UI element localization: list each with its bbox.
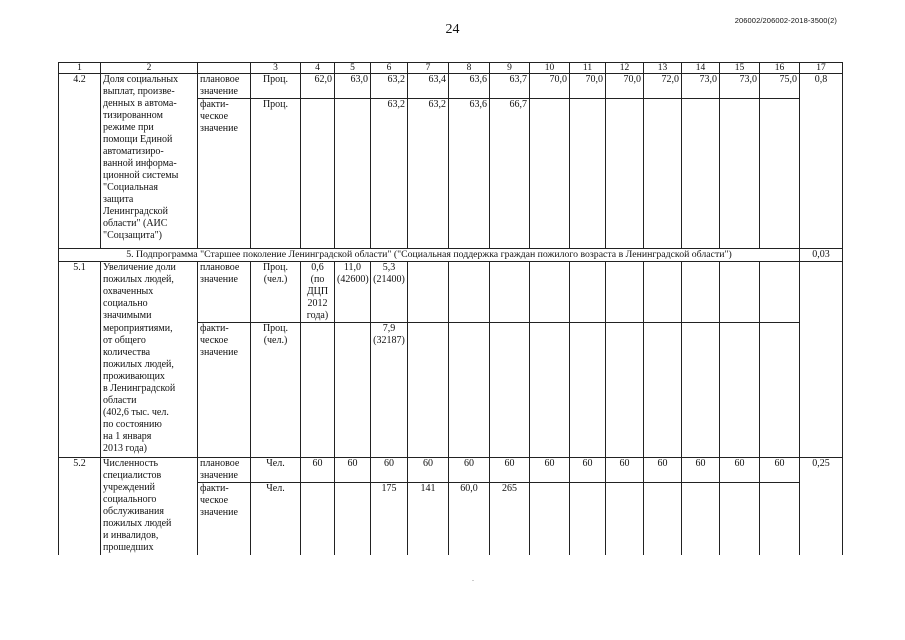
header-cell: 1: [59, 63, 101, 74]
value-cell: 63,6: [449, 74, 490, 99]
value-cell: 60: [682, 458, 720, 483]
value-cell: [408, 323, 449, 458]
page-number: 24: [445, 22, 460, 37]
value-cell: 63,7: [490, 74, 530, 99]
header-cell: 14: [682, 63, 720, 74]
unit-cell: Проц.: [251, 99, 301, 249]
value-cell: 175: [371, 483, 408, 555]
plan-label: плановое значение: [198, 74, 251, 99]
value-cell: [644, 483, 682, 555]
header-cell: 12: [606, 63, 644, 74]
value-cell: 60: [408, 458, 449, 483]
value-cell: 62,0: [301, 74, 335, 99]
unit-cell: Проц.: [251, 74, 301, 99]
unit-cell: Чел.: [251, 458, 301, 483]
value-cell: [682, 262, 720, 323]
value-cell: 60: [570, 458, 606, 483]
value-cell: [301, 483, 335, 555]
indicator-name: Увеличение доли пожилых людей, охваченных социально значимыми: [101, 262, 198, 323]
value-cell: [530, 483, 570, 555]
scan-speck: [472, 580, 474, 581]
value-cell: [490, 262, 530, 323]
value-cell: [301, 323, 335, 458]
value-cell: [760, 483, 800, 555]
value-cell: 63,4: [408, 74, 449, 99]
row-5-1-plan: [59, 262, 843, 323]
header-cell: 17: [800, 63, 843, 74]
header-cell: 8: [449, 63, 490, 74]
header-cell: 6: [371, 63, 408, 74]
value-cell: 63,2: [408, 99, 449, 249]
value-cell: 63,2: [371, 74, 408, 99]
value-cell: [570, 323, 606, 458]
value-cell: 11,0 (42600): [335, 262, 371, 323]
value-cell: 60: [530, 458, 570, 483]
weight-cell: 0,8: [800, 74, 843, 249]
value-cell: 70,0: [530, 74, 570, 99]
value-cell: [760, 323, 800, 458]
header-cell: 9: [490, 63, 530, 74]
value-cell: 72,0: [644, 74, 682, 99]
indicator-name: Численность специалистов учреждений социального обслуживания пожилых людей и инвалидов, прошедших: [101, 458, 198, 555]
header-row: [59, 63, 843, 74]
subprogram-row: [59, 249, 843, 262]
fact-label: факти- ческое значение: [198, 483, 251, 555]
unit-cell: Проц. (чел.): [251, 323, 301, 458]
indicator-name: Доля социальных выплат, произве- денных в автома- тизированном режиме при помощи Единой автоматизиро- ванной информа- ционной системы "Социальная защита Ленинградской области" (АИС "Соцзащита"): [101, 74, 198, 249]
value-cell: [570, 99, 606, 249]
row-number: 4.2: [59, 74, 101, 249]
value-cell: [760, 99, 800, 249]
value-cell: [449, 323, 490, 458]
header-cell: 10: [530, 63, 570, 74]
value-cell: 66,7: [490, 99, 530, 249]
value-cell: [530, 323, 570, 458]
row-5-1-fact: [59, 323, 843, 458]
value-cell: 60: [449, 458, 490, 483]
value-cell: [570, 483, 606, 555]
value-cell: [606, 99, 644, 249]
header-cell: 15: [720, 63, 760, 74]
value-cell: [682, 323, 720, 458]
value-cell: [570, 262, 606, 323]
subprogram-title: 5. Подпрограмма "Старшее поколение Ленинградской области" ("Социальная поддержка граждан пожилого возраста в Ленинградской области"): [59, 249, 800, 262]
value-cell: 60: [371, 458, 408, 483]
row-number: 5.2: [59, 458, 101, 555]
header-cell: 11: [570, 63, 606, 74]
row-5-2-plan: [59, 458, 843, 483]
value-cell: [335, 99, 371, 249]
value-cell: [449, 262, 490, 323]
unit-cell: Проц. (чел.): [251, 262, 301, 323]
value-cell: 265: [490, 483, 530, 555]
indicator-name-cont: мероприятиями, от общего количества пожилых людей, проживающих в Ленинградской области (402,6 тыс. чел. по состоянию на 1 января 2013 года): [101, 323, 198, 458]
header-cell: 13: [644, 63, 682, 74]
value-cell: [530, 99, 570, 249]
value-cell: [606, 262, 644, 323]
header-cell: 3: [251, 63, 301, 74]
value-cell: 70,0: [606, 74, 644, 99]
value-cell: [606, 483, 644, 555]
value-cell: 60: [720, 458, 760, 483]
unit-cell: Чел.: [251, 483, 301, 555]
value-cell: [720, 262, 760, 323]
header-cell: 5: [335, 63, 371, 74]
value-cell: 63,0: [335, 74, 371, 99]
value-cell: [720, 99, 760, 249]
value-cell: 63,6: [449, 99, 490, 249]
value-cell: [644, 99, 682, 249]
row-4-2-plan: [59, 74, 843, 99]
value-cell: 63,2: [371, 99, 408, 249]
document-code: 206002/206002-2018-3500(2): [734, 16, 837, 25]
value-cell: 60,0: [449, 483, 490, 555]
value-cell: 60: [644, 458, 682, 483]
value-cell: [335, 323, 371, 458]
header-cell: 2: [101, 63, 198, 74]
value-cell: [682, 99, 720, 249]
header-cell: 7: [408, 63, 449, 74]
value-cell: 73,0: [720, 74, 760, 99]
value-cell: [408, 262, 449, 323]
fact-label: факти- ческое значение: [198, 99, 251, 249]
value-cell: 60: [760, 458, 800, 483]
value-cell: 60: [301, 458, 335, 483]
header-cell: 4: [301, 63, 335, 74]
value-cell: 75,0: [760, 74, 800, 99]
plan-label: плановое значение: [198, 458, 251, 483]
plan-label: плановое значение: [198, 262, 251, 323]
weight-cell: 0,03: [800, 249, 843, 262]
value-cell: 141: [408, 483, 449, 555]
value-cell: [606, 323, 644, 458]
value-cell: [682, 483, 720, 555]
value-cell: [720, 483, 760, 555]
value-cell: 7,9 (32187): [371, 323, 408, 458]
value-cell: [760, 262, 800, 323]
value-cell: 70,0: [570, 74, 606, 99]
value-cell: 60: [606, 458, 644, 483]
value-cell: [720, 323, 760, 458]
fact-label: факти- ческое значение: [198, 323, 251, 458]
indicator-table: [58, 62, 843, 555]
row-number: 5.1: [59, 262, 101, 458]
value-cell: [644, 262, 682, 323]
header-cell: [198, 63, 251, 74]
weight-cell: [800, 262, 843, 458]
value-cell: [490, 323, 530, 458]
weight-cell: 0,25: [800, 458, 843, 555]
value-cell: [530, 262, 570, 323]
value-cell: [335, 483, 371, 555]
value-cell: [301, 99, 335, 249]
value-cell: 0,6 (по ДЦП 2012 года): [301, 262, 335, 323]
value-cell: 60: [335, 458, 371, 483]
value-cell: 73,0: [682, 74, 720, 99]
value-cell: 5,3 (21400): [371, 262, 408, 323]
header-cell: 16: [760, 63, 800, 74]
value-cell: [644, 323, 682, 458]
value-cell: 60: [490, 458, 530, 483]
